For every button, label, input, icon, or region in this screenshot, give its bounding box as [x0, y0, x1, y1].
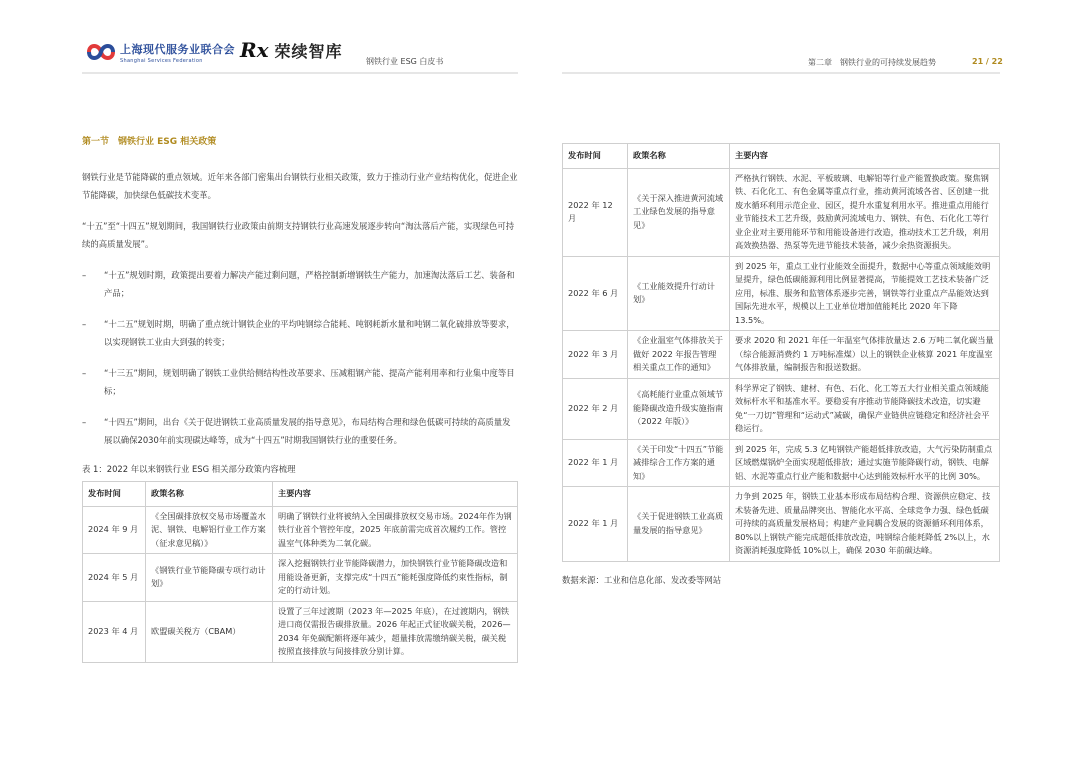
cell-name: 《钢铁行业节能降碳专项行动计划》 — [146, 554, 273, 602]
cell-content: 深入挖掘钢铁行业节能降碳潜力，加快钢铁行业节能降碳改造和用能设备更新，支撑完成“十四五”能耗强度降低约束性指标，制定的行动计划。 — [273, 554, 518, 602]
header-date: 发布时间 — [563, 144, 628, 169]
table-row — [83, 554, 518, 602]
cell-date: 2022 年 1 月 — [563, 439, 628, 487]
table-row — [563, 378, 1000, 439]
cell-name: 《企业温室气体排放关于做好 2022 年报告管理相关重点工作的通知》 — [628, 331, 730, 379]
intro-paragraph: 钢铁行业是节能降碳的重点领域。近年来各部门密集出台钢铁行业相关政策，致力于推动行业产业结构优化，促进企业节能降碳，加快绿色低碳技术变革。 — [82, 172, 518, 200]
cell-date: 2022 年 6 月 — [563, 256, 628, 331]
cell-content: 严格执行钢铁、水泥、平板玻璃、电解铝等行业产能置换政策。聚焦钢铁、石化化工、有色金属等重点行业，推动黄河流域各省、区创建一批废水循环利用示范企业、园区，提升水重复利用水平。推进重点用能行业节能技术工艺升级，鼓励黄河流域电力、钢铁、有色、石化化工等行业企业对主要用能环节和用能设备进行改造，推动技术工艺升级，利用高效换热器、热泵等先进节能技术装备，减少余热资源损失。 — [730, 168, 1000, 256]
cell-content: 设置了三年过渡期（2023 年—2025 年底），在过渡期内，钢铁进口商仅需报告碳排放量。2026 年起正式征收碳关税，2026—2034 年免碳配额将逐年减少，超量排放需缴纳碳关税，碳关税按照直接排放与间接排放分别计算。 — [273, 601, 518, 662]
cell-content: 到 2025 年，重点工业行业能效全面提升，数据中心等重点领域能效明显提升，绿色低碳能源利用比例显著提高，节能提效工艺技术装备广泛应用，标准、服务和监管体系逐步完善，钢铁等行业重点产品能效达到国际先进水平，规模以上工业单位增加值能耗比 2020 年下降 13.5%。 — [730, 256, 1000, 331]
list-item: – “十四五”期间，出台《关于促进钢铁工业高质量发展的指导意见》，布局结构合理和绿色低碳可持续的高质量发展以确保2030年前实现碳达峰等，成为“十四五”时期我国钢铁行业的重要任务。 — [82, 414, 518, 449]
table-row — [563, 439, 1000, 487]
list-item-text: “十四五”期间，出台《关于促进钢铁工业高质量发展的指导意见》，布局结构合理和绿色低碳可持续的高质量发展以确保2030年前实现碳达峰等，成为“十四五”时期我国钢铁行业的重要任务。 — [104, 417, 511, 445]
cell-date: 2024 年 9 月 — [83, 506, 146, 554]
header-rule-left — [82, 72, 518, 74]
cell-content: 到 2025 年，完成 5.3 亿吨钢铁产能超低排放改造，大气污染防制重点区域燃煤锅炉全面实现超低排放；通过实施节能降碳行动，钢铁、电解铝、水泥等重点行业产能和数据中心达到能效标杆水平的比例 30%。 — [730, 439, 1000, 487]
right-column — [562, 143, 1000, 586]
list-item: – “十五”规划时期，政策提出要着力解决产能过剩问题，严格控制新增钢铁生产能力，加速淘汰落后工艺、装备和产品； — [82, 267, 518, 302]
list-item: – “十三五”期间，规划明确了钢铁工业供给侧结构性改革要求、压减粗钢产能、提高产能利用率和行业集中度等目标； — [82, 365, 518, 400]
page-number: 21 / 22 — [972, 57, 1003, 66]
brand-mark: Rx — [240, 38, 269, 62]
table-header-row — [563, 144, 1000, 169]
page-header — [0, 0, 1080, 80]
federation-emblem-icon — [86, 40, 116, 64]
cell-date: 2024 年 5 月 — [83, 554, 146, 602]
section-title: 第一节 钢铁行业 ESG 相关政策 — [82, 137, 217, 147]
data-source-note: 数据来源：工业和信息化部、发改委等网站 — [562, 574, 722, 585]
cell-content: 要求 2020 和 2021 年任一年温室气体排放量达 2.6 万吨二氧化碳当量（综合能源消费约 1 万吨标准煤）以上的钢铁企业核算 2021 年度温室气体排放量，编制报告和报送数据。 — [730, 331, 1000, 379]
header-content: 主要内容 — [730, 144, 1000, 169]
table-caption: 表 1：2022 年以来钢铁行业 ESG 相关部分政策内容梳理 — [82, 464, 296, 474]
list-item: – “十二五”规划时期，明确了重点统计钢铁企业的平均吨钢综合能耗、吨钢耗新水量和吨钢二氧化硫排放等要求，以实现钢铁工业由大到强的转变； — [82, 316, 518, 351]
header-date: 发布时间 — [83, 482, 146, 507]
table-row — [563, 168, 1000, 256]
table-row — [83, 601, 518, 662]
chapter-title: 第二章 钢铁行业的可持续发展趋势 — [808, 58, 936, 67]
cell-content: 明确了钢铁行业将被纳入全国碳排放权交易市场。2024年作为钢铁行业首个管控年度，2025 年底前需完成首次履约工作。管控温室气体种类为二氧化碳。 — [273, 506, 518, 554]
header-rule-right — [562, 72, 1000, 74]
cell-name: 《工业能效提升行动计划》 — [628, 256, 730, 331]
brand-logo — [240, 38, 343, 62]
list-item-text: “十五”规划时期，政策提出要着力解决产能过剩问题，严格控制新增钢铁生产能力，加速淘汰落后工艺、装备和产品； — [104, 270, 515, 298]
policy-table-left — [82, 481, 518, 663]
header-name: 政策名称 — [628, 144, 730, 169]
list-item-text: “十三五”期间，规划明确了钢铁工业供给侧结构性改革要求、压减粗钢产能、提高产能利用率和行业集中度等目标； — [104, 368, 515, 396]
cell-date: 2022 年 2 月 — [563, 378, 628, 439]
federation-name-en: Shanghai Services Federation — [120, 57, 203, 64]
table-row — [563, 487, 1000, 562]
policy-table-right — [562, 143, 1000, 562]
cell-content: 科学界定了钢铁、建材、有色、石化、化工等五大行业相关重点领域能效标杆水平和基准水平。要稳妥有序推动节能降碳技术改造，切实避免“一刀切”管理和“运动式”减碳，确保产业链供应链稳定和经济社会平稳运行。 — [730, 378, 1000, 439]
cell-name: 《全国碳排放权交易市场覆盖水泥、钢铁、电解铝行业工作方案（征求意见稿）》 — [146, 506, 273, 554]
list-item-text: “十二五”规划时期，明确了重点统计钢铁企业的平均吨钢综合能耗、吨钢耗新水量和吨钢二氧化硫排放等要求，以实现钢铁工业由大到强的转变； — [104, 319, 515, 347]
left-column — [82, 134, 518, 663]
table-header-row — [83, 482, 518, 507]
federation-name-cn: 上海现代服务业联合会 — [120, 42, 235, 56]
policy-shift-paragraph: “十五”至“十四五”规划期间，我国钢铁行业政策由前期支持钢铁行业高速发展逐步转向“淘汰落后产能，实现绿色可持续的高质量发展”。 — [82, 221, 515, 249]
cell-name: 《关于印发“十四五”节能减排综合工作方案的通知》 — [628, 439, 730, 487]
table-row — [83, 506, 518, 554]
cell-name: 欧盟碳关税方（CBAM） — [146, 601, 273, 662]
cell-date: 2022 年 3 月 — [563, 331, 628, 379]
cell-date: 2022 年 1 月 — [563, 487, 628, 562]
brand-name: 荣续智库 — [274, 41, 343, 61]
header-name: 政策名称 — [146, 482, 273, 507]
table-row — [563, 256, 1000, 331]
cell-name: 《关于深入推进黄河流域工业绿色发展的指导意见》 — [628, 168, 730, 256]
cell-content: 力争到 2025 年，钢铁工业基本形成布局结构合理、资源供应稳定、技术装备先进、质量品牌突出、智能化水平高、全球竞争力强、绿色低碳可持续的高质量发展格局；构建产业间耦合发展的资源循环利用体系，80%以上钢铁产能完成超低排放改造，吨钢综合能耗降低 2%以上，水资源消耗强度降低 10%以上，确保 2030 年前碳达峰。 — [730, 487, 1000, 562]
document-title: 钢铁行业 ESG 白皮书 — [366, 57, 444, 66]
cell-date: 2022 年 12 月 — [563, 168, 628, 256]
federation-logo — [86, 40, 235, 64]
cell-name: 《关于促进钢铁工业高质量发展的指导意见》 — [628, 487, 730, 562]
cell-date: 2023 年 4 月 — [83, 601, 146, 662]
table-row — [563, 331, 1000, 379]
cell-name: 《高耗能行业重点领域节能降碳改造升级实施指南（2022 年版）》 — [628, 378, 730, 439]
header-content: 主要内容 — [273, 482, 518, 507]
